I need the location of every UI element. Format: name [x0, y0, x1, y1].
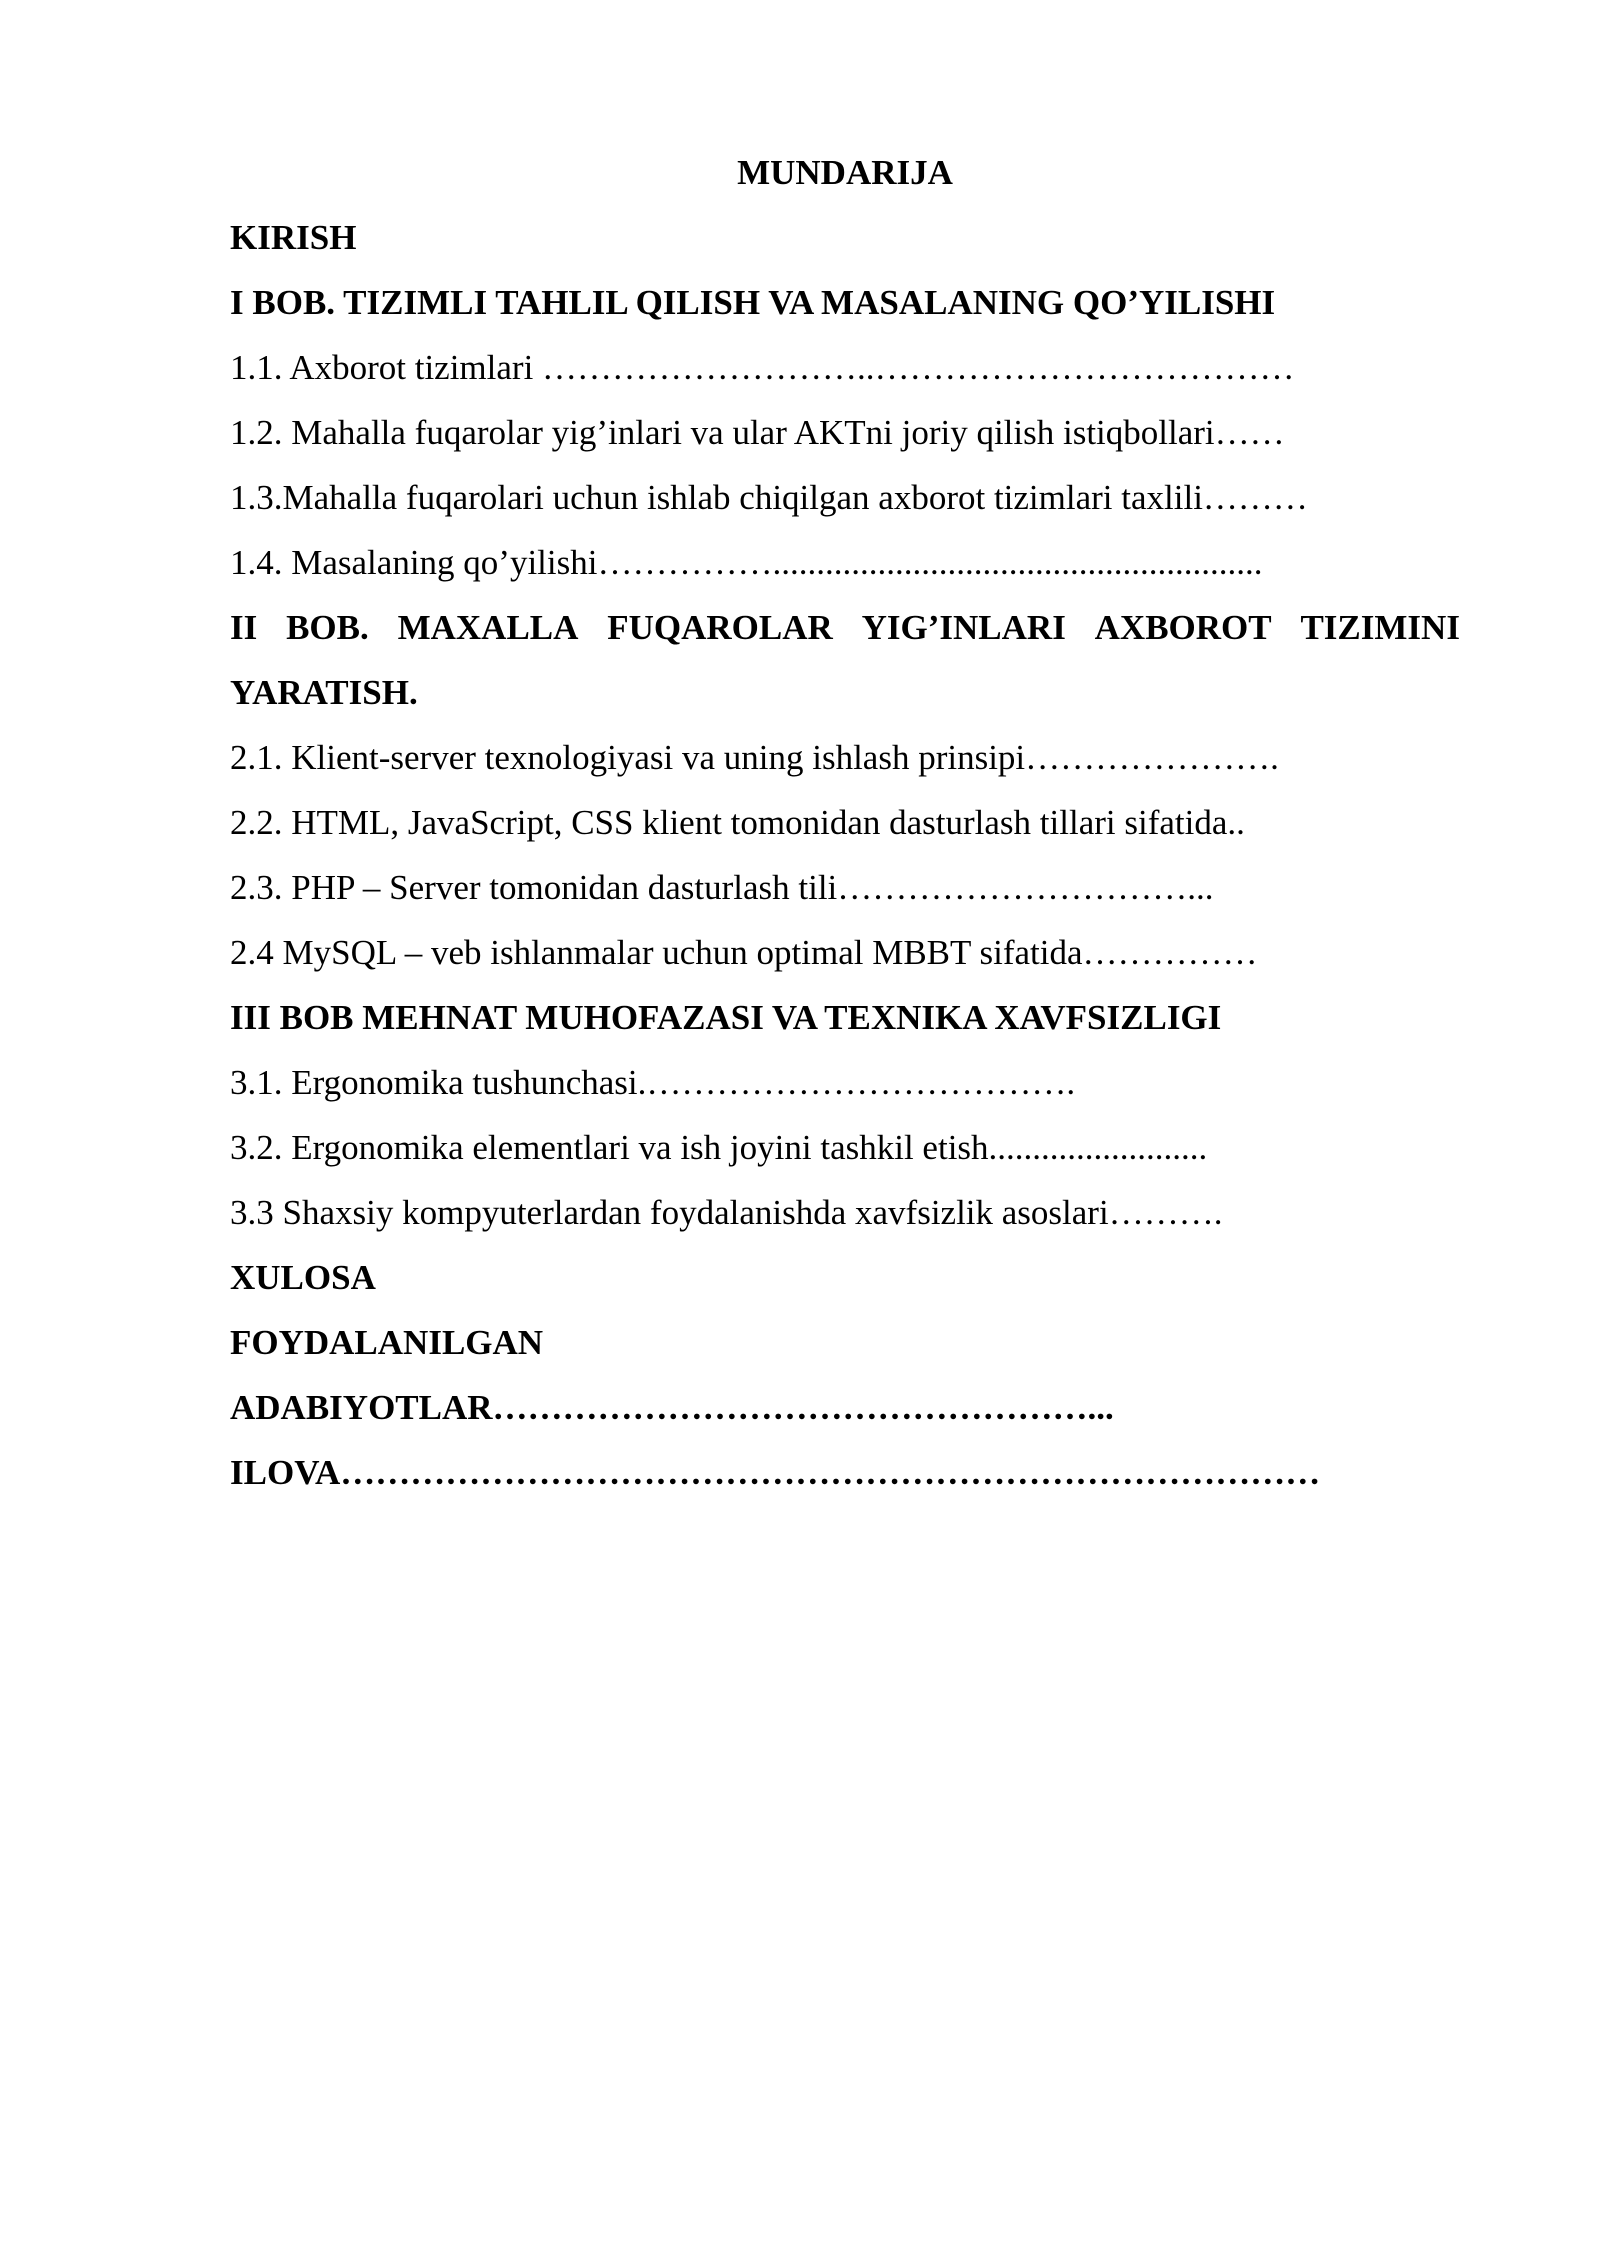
toc-chapter-2: [230, 595, 1460, 660]
toc-entry-1-1: 1.1. Axborot tizimlari ………………………..………………………………: [230, 348, 1295, 387]
toc-chapter-2-word: TIZIMINI: [1300, 608, 1460, 647]
toc-entry-3-2: 3.2. Ergonomika elementlari va ish joyini tashkil etish.........................: [230, 1128, 1208, 1167]
toc-conclusion: XULOSA: [230, 1258, 376, 1297]
toc-chapter-1: I BOB. TIZIMLI TAHLIL QILISH VA MASALANING QO’YILISHI: [230, 283, 1276, 322]
toc-entry-2-1: 2.1. Klient-server texnologiyasi va uning ishlash prinsipi………………….: [230, 738, 1279, 777]
toc-chapter-2-word: MAXALLA: [397, 608, 579, 647]
toc-chapter-2-word: AXBOROT: [1094, 608, 1272, 647]
toc-entry-1-3: 1.3.Mahalla fuqarolari uchun ishlab chiqilgan axborot tizimlari taxlili………: [230, 478, 1308, 517]
toc-chapter-2-word: FUQAROLAR: [607, 608, 833, 647]
toc-entry-2-4: 2.4 MySQL – veb ishlanmalar uchun optimal MBBT sifatida……………: [230, 933, 1258, 972]
page-title: MUNDARIJA: [737, 153, 953, 192]
toc-entry-1-4: 1.4. Masalaning qo’yilishi……………........................................................: [230, 543, 1263, 582]
toc-references-line-1: FOYDALANILGAN: [230, 1323, 544, 1362]
toc-chapter-2-word: YIG’INLARI: [861, 608, 1066, 647]
toc-chapter-2-word: BOB.: [286, 608, 369, 647]
toc-entry-2-3: 2.3. PHP – Server tomonidan dasturlash tili…………………………...: [230, 868, 1214, 907]
toc-chapter-2-continuation: YARATISH.: [230, 673, 418, 712]
toc-entry-3-1: 3.1. Ergonomika tushunchasi.……………………………….: [230, 1063, 1076, 1102]
toc-chapter-3: III BOB MEHNAT MUHOFAZASI VA TEXNIKA XAVFSIZLIGI: [230, 998, 1222, 1037]
toc-entry-1-2: 1.2. Mahalla fuqarolar yig’inlari va ular AKTni joriy qilish istiqbollari……: [230, 413, 1285, 452]
toc-entry-intro: KIRISH: [230, 218, 357, 257]
table-of-contents: [230, 140, 1460, 1505]
toc-entry-3-3: 3.3 Shaxsiy kompyuterlardan foydalanishda xavfsizlik asoslari……….: [230, 1193, 1223, 1232]
toc-chapter-2-word: II: [230, 608, 258, 647]
toc-appendix: ILOVA…………………………………………………………………………: [230, 1453, 1321, 1492]
toc-entry-2-2: 2.2. HTML, JavaScript, CSS klient tomonidan dasturlash tillari sifatida..: [230, 803, 1245, 842]
toc-references-line-2: ADABIYOTLAR……………………………………………...: [230, 1388, 1114, 1427]
